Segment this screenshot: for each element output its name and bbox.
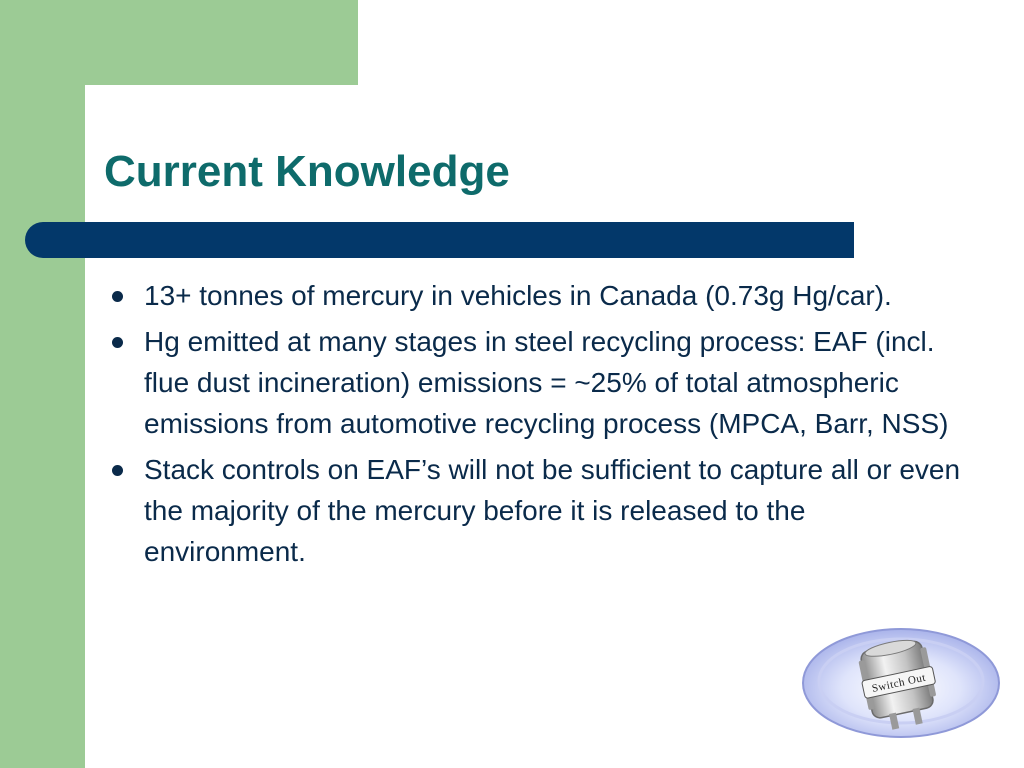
slide-title: Current Knowledge (104, 147, 510, 196)
bullet-dot-icon (112, 337, 123, 348)
green-side-band (0, 0, 85, 768)
title-underline-bar (25, 222, 854, 258)
bullet-item (104, 275, 964, 316)
bullet-item (104, 321, 964, 444)
bullet-dot-icon (112, 465, 123, 476)
bullet-item (104, 449, 964, 572)
switch-out-logo-icon (800, 617, 1002, 742)
bullet-list (104, 275, 964, 577)
bullet-text: 13+ tonnes of mercury in vehicles in Canada (0.73g Hg/car). (144, 280, 892, 311)
bullet-text: Stack controls on EAF’s will not be sufficient to capture all or even the majority of the mercury before it is released to the environment. (144, 454, 961, 567)
green-top-band (0, 0, 358, 85)
bullet-text: Hg emitted at many stages in steel recycling process: EAF (incl. flue dust incineration) emissions = ~25% of total atmospheric emissions from automotive recycling process (MPCA, Barr, NSS) (144, 326, 949, 439)
logo-text: Switch Out (870, 671, 927, 695)
bullet-dot-icon (112, 291, 123, 302)
